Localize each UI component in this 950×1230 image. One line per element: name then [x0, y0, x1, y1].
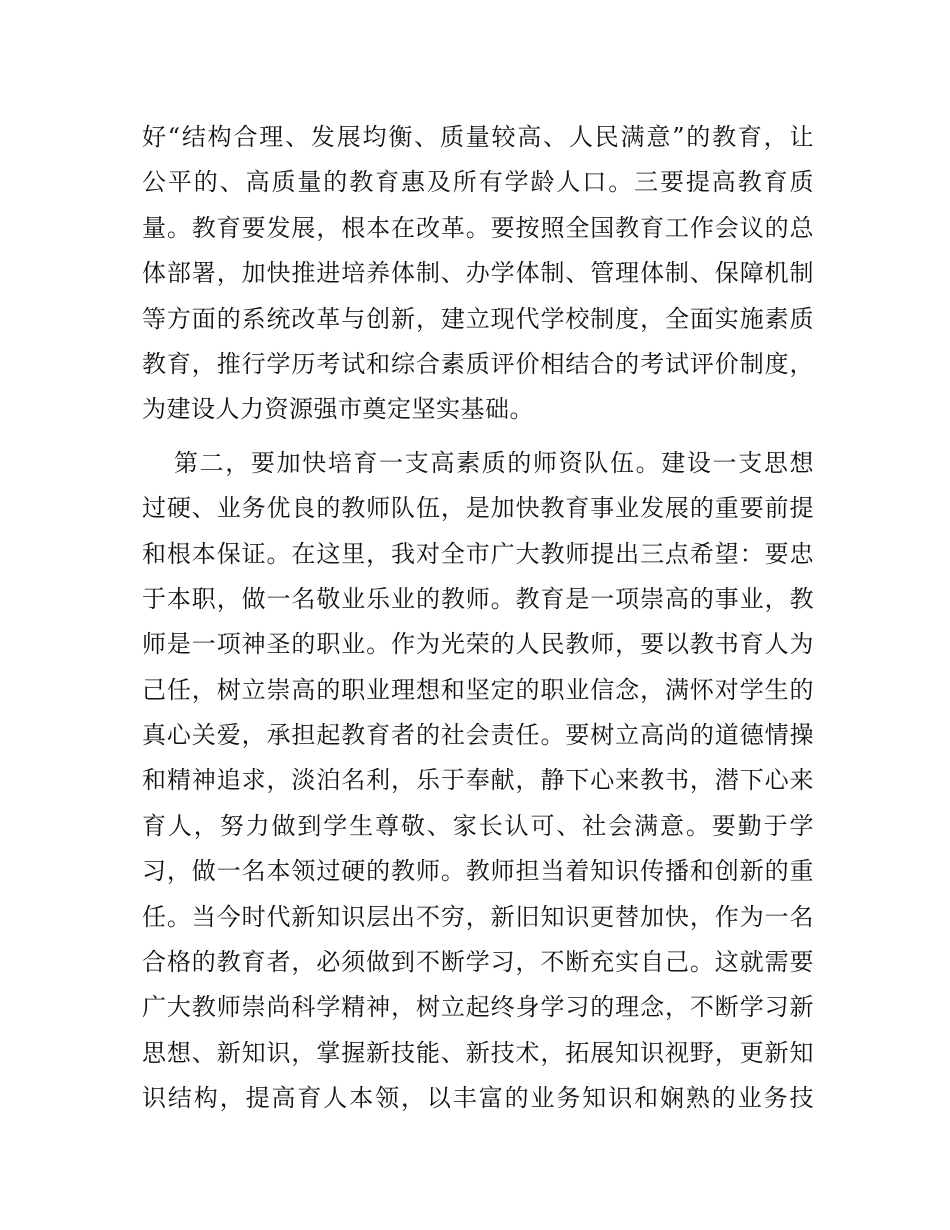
document-body [142, 115, 814, 1167]
text-line: 识结构，提高育人本领，以丰富的业务知识和娴熟的业务技 [142, 1084, 814, 1113]
text-line: 量。教育要发展，根本在改革。要按照全国教育工作会议的总 [142, 213, 814, 242]
text-line: 公平的、高质量的教育惠及所有学龄人口。三要提高教育质 [142, 168, 814, 197]
text-line: 过硬、业务优良的教师队伍，是加快教育事业发展的重要前提 [142, 494, 814, 523]
text-line: 和精神追求，淡泊名利，乐于奉献，静下心来教书，潜下心来 [142, 766, 814, 795]
text-line: 教育，推行学历考试和综合素质评价相结合的考试评价制度， [142, 349, 814, 378]
text-line: 好“结构合理、发展均衡、质量较高、人民满意”的教育，让 [142, 123, 814, 151]
text-line [142, 1122, 814, 1167]
text-line: 等方面的系统改革与创新，建立现代学校制度，全面实施素质 [142, 304, 814, 333]
text-line-indented: 第二，要加快培育一支高素质的师资队伍。建设一支思想 [174, 448, 814, 477]
text-line: 师是一项神圣的职业。作为光荣的人民教师，要以教书育人为 [142, 630, 814, 659]
text-line: 任。当今时代新知识层出不穷，新旧知识更替加快，作为一名 [142, 902, 814, 931]
paragraph-1 [142, 115, 814, 433]
text-line: 思想、新知识，掌握新技能、新技术，拓展知识视野，更新知 [142, 1038, 814, 1067]
text-line: 体部署，加快推进培养体制、办学体制、管理体制、保障机制 [142, 259, 814, 288]
text-line: 己任，树立崇高的职业理想和坚定的职业信念，满怀对学生的 [142, 675, 814, 704]
paragraph-spacer [142, 433, 814, 441]
text-line: 习，做一名本领过硬的教师。教师担当着知识传播和创新的重 [142, 857, 814, 886]
text-line: 为建设人力资源强市奠定坚实基础。 [142, 395, 534, 424]
text-line: 和根本保证。在这里，我对全市广大教师提出三点希望：要忠 [142, 539, 814, 568]
text-line: 真心关爱，承担起教育者的社会责任。要树立高尚的道德情操 [142, 721, 814, 750]
text-line: 合格的教育者，必须做到不断学习，不断充实自己。这就需要 [142, 948, 814, 977]
text-line: 于本职，做一名敬业乐业的教师。教育是一项崇高的事业，教 [142, 584, 814, 613]
text-line: 广大教师崇尚科学精神，树立起终身学习的理念，不断学习新 [142, 993, 814, 1022]
text-line: 育人，努力做到学生尊敬、家长认可、社会满意。要勤于学 [142, 811, 814, 840]
paragraph-2 [142, 441, 814, 1167]
